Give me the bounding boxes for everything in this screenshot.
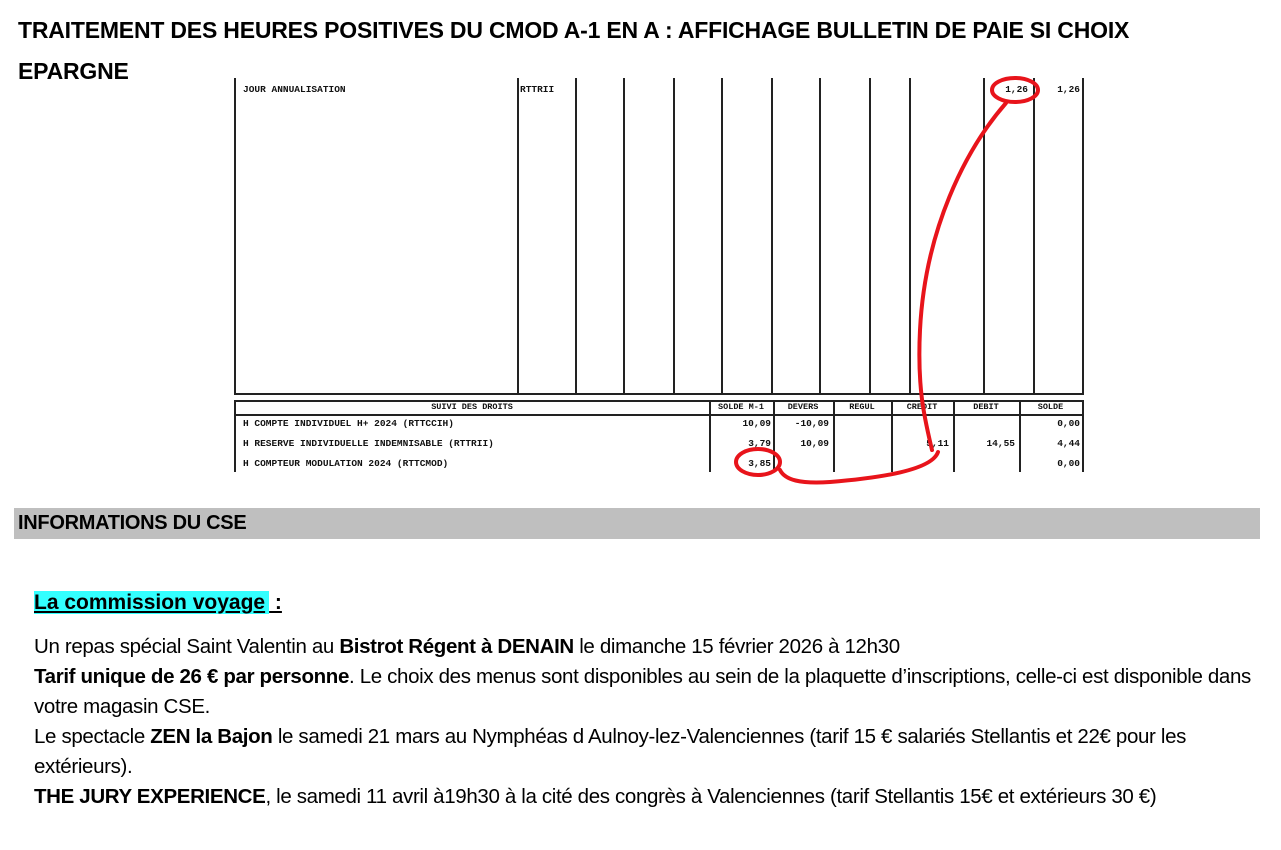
text-run: . Le choix des menus sont disponibles au sein de la plaquette d’inscriptions, celle-ci est disponible dans votre magasin CSE. [34,665,1251,718]
rights-row-solde: 0,00 [1057,418,1080,429]
rights-row-solde: 4,44 [1057,438,1080,449]
section-header-cse: INFORMATIONS DU CSE [14,508,1260,539]
rights-row-credit: 5,11 [926,438,949,449]
announcement-line [34,782,1254,812]
rights-table-header: CREDIT [906,402,938,412]
text-run-bold: ZEN la Bajon [150,725,273,748]
rights-row-label: H COMPTE INDIVIDUEL H+ 2024 (RTTCCIH) [243,418,454,429]
rights-row-debit: 14,55 [986,438,1015,449]
announcement-line [34,662,1254,722]
cse-heading-text: La commission voyage [34,591,269,614]
connector-line-annotation [780,452,938,483]
announcement-line [34,722,1254,782]
rights-row-devers: 10,09 [800,438,829,449]
circle-annotation-bottom [736,449,780,475]
text-run: Un repas spécial Saint Valentin au [34,635,340,658]
rights-table-header: REGUL [849,402,875,412]
rights-row-label: H RESERVE INDIVIDUELLE INDEMNISABLE (RTTRII) [243,438,494,449]
cse-heading [34,587,282,618]
text-run-bold: THE JURY EXPERIENCE [34,785,266,808]
text-run: Le spectacle [34,725,151,748]
announcement-line [34,632,1254,662]
text-run: , le samedi 11 avril à19h30 à la cité des congrès à Valenciennes (tarif Stellantis 15€ et extérieurs 30 €) [265,785,1157,808]
text-run: le dimanche 15 février 2026 à 12h30 [573,635,900,658]
payslip-row-label: JOUR ANNUALISATION [243,84,346,95]
rights-table-header: DEVERS [787,402,819,412]
rights-table-header: DEBIT [973,402,999,412]
payslip-row-code: RTTRII [520,84,555,95]
rights-row-solde-m1: 3,85 [748,458,771,469]
rights-table-header: SOLDE [1037,402,1064,412]
text-run: le samedi 21 mars au Nymphéas d Aulnoy-lez-Valenciennes (tarif 15 € salariés Stellantis et 22€ pour les extérieurs). [34,725,1187,778]
text-run-bold: Tarif unique de 26 € par personne [34,665,350,688]
payslip-row-value: 1,26 [1057,84,1080,95]
circle-annotation-top [992,78,1038,102]
page-title: TRAITEMENT DES HEURES POSITIVES DU CMOD A-1 EN A : AFFICHAGE BULLETIN DE PAIE SI CHOIX EPARGNE [18,17,1130,84]
rights-row-label: H COMPTEUR MODULATION 2024 (RTTCMOD) [243,458,449,469]
rights-row-solde-m1: 3,79 [748,438,771,449]
rights-row-solde: 0,00 [1057,458,1080,469]
rights-row-devers: -10,09 [794,418,829,429]
payslip-row-value-circled: 1,26 [1005,84,1028,95]
arrow-line-annotation [919,103,1006,450]
rights-table-header: SUIVI DES DROITS [431,402,513,412]
cse-announcement-text [34,632,1254,812]
rights-table-header: SOLDE M-1 [718,402,764,412]
cse-heading-suffix: : [269,591,282,614]
rights-row-solde-m1: 10,09 [742,418,771,429]
text-run-bold: Bistrot Régent à DENAIN [339,635,574,658]
